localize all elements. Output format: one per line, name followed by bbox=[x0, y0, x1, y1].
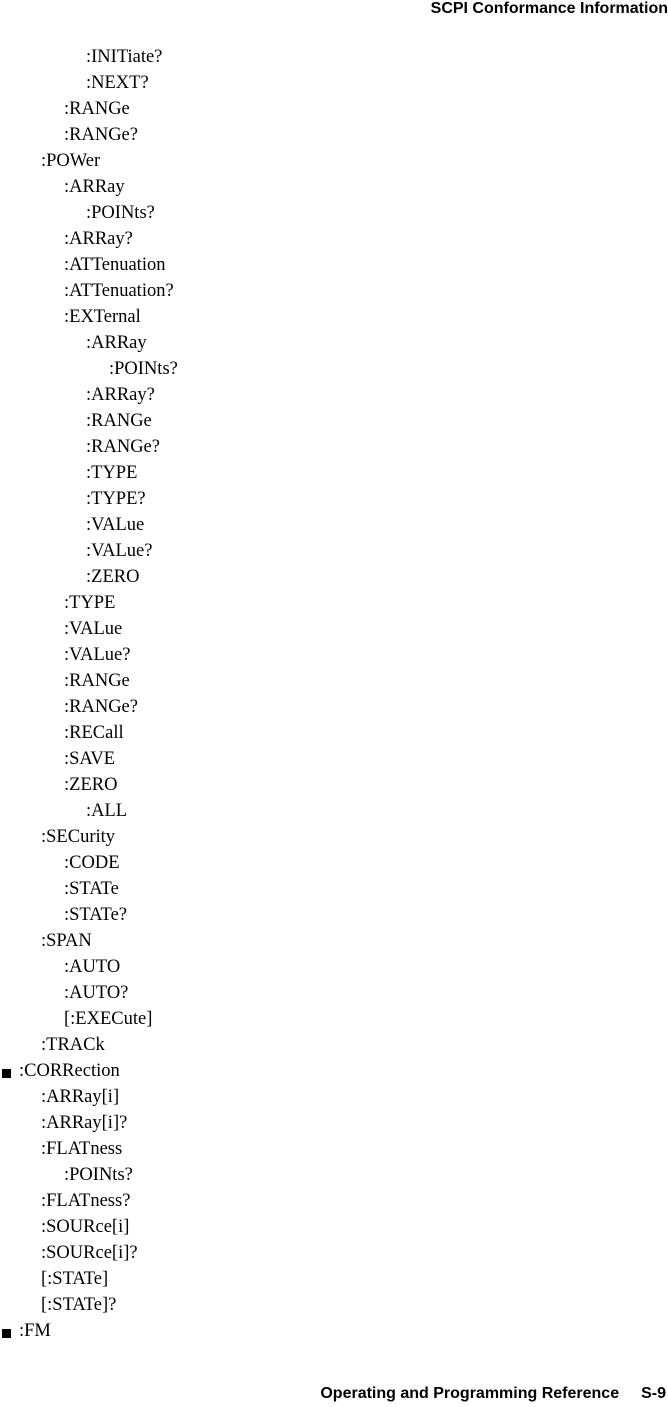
command-tree-line bbox=[0, 902, 600, 928]
command-keyword: :CORRection bbox=[19, 1061, 120, 1081]
command-tree-line bbox=[0, 1136, 600, 1162]
command-keyword: :STATe? bbox=[64, 905, 127, 925]
command-tree-line bbox=[0, 512, 600, 538]
command-tree-line bbox=[0, 1162, 600, 1188]
command-keyword: :AUTO? bbox=[64, 983, 129, 1003]
command-tree-line bbox=[0, 174, 600, 200]
command-keyword: :ARRay[i] bbox=[41, 1087, 120, 1107]
command-tree-line bbox=[0, 746, 600, 772]
command-keyword: :SOURce[i]? bbox=[41, 1243, 138, 1263]
command-keyword: :SECurity bbox=[41, 827, 116, 847]
command-keyword: :POINts? bbox=[109, 359, 178, 379]
square-bullet-icon bbox=[2, 1329, 11, 1338]
command-keyword: :VALue? bbox=[64, 645, 131, 665]
command-keyword: :SOURce[i] bbox=[41, 1217, 130, 1237]
command-tree-line bbox=[0, 928, 600, 954]
command-tree-line bbox=[0, 668, 600, 694]
command-tree-line bbox=[0, 304, 600, 330]
command-tree-line bbox=[0, 720, 600, 746]
command-keyword: :VALue bbox=[64, 619, 123, 639]
command-tree-line bbox=[0, 1266, 600, 1292]
command-tree-line bbox=[0, 1058, 600, 1084]
command-tree-line bbox=[0, 850, 600, 876]
command-tree-line bbox=[0, 96, 600, 122]
footer-page-number: S-9 bbox=[641, 1385, 666, 1402]
command-keyword: :ARRay bbox=[64, 177, 125, 197]
command-tree-line bbox=[0, 44, 600, 70]
command-tree-line bbox=[0, 616, 600, 642]
command-keyword: :CODE bbox=[64, 853, 120, 873]
command-keyword: :SPAN bbox=[41, 931, 92, 951]
command-tree-line bbox=[0, 980, 600, 1006]
command-keyword: :ARRay[i]? bbox=[41, 1113, 128, 1133]
command-keyword: :TYPE bbox=[86, 463, 138, 483]
command-keyword: :INITiate? bbox=[86, 47, 163, 67]
command-tree-line bbox=[0, 382, 600, 408]
command-tree-line bbox=[0, 772, 600, 798]
command-keyword: :RANGe bbox=[86, 411, 152, 431]
command-keyword: :ARRay? bbox=[64, 229, 133, 249]
command-tree-line bbox=[0, 1110, 600, 1136]
page-header-title: SCPI Conformance Information bbox=[430, 0, 668, 17]
command-keyword: :POINts? bbox=[86, 203, 155, 223]
command-tree-line bbox=[0, 330, 600, 356]
command-tree-line bbox=[0, 954, 600, 980]
command-keyword: :ZERO bbox=[64, 775, 118, 795]
command-tree-line bbox=[0, 356, 600, 382]
command-keyword: :NEXT? bbox=[86, 73, 149, 93]
command-tree-line bbox=[0, 1006, 600, 1032]
command-keyword: :RANGe bbox=[64, 671, 130, 691]
command-keyword: :EXTernal bbox=[64, 307, 141, 327]
command-tree-line bbox=[0, 226, 600, 252]
command-keyword: :RECall bbox=[64, 723, 124, 743]
command-tree-line bbox=[0, 252, 600, 278]
command-tree-line bbox=[0, 486, 600, 512]
command-keyword: :ATTenuation? bbox=[64, 281, 174, 301]
command-keyword: :RANGe? bbox=[86, 437, 160, 457]
command-keyword: :ATTenuation bbox=[64, 255, 166, 275]
command-tree-line bbox=[0, 1084, 600, 1110]
command-keyword: :FLATness bbox=[41, 1139, 123, 1159]
command-keyword: :ARRay bbox=[86, 333, 147, 353]
command-tree-line bbox=[0, 824, 600, 850]
scpi-command-tree bbox=[0, 44, 600, 1344]
command-keyword: :ALL bbox=[86, 801, 128, 821]
command-tree-line bbox=[0, 1240, 600, 1266]
command-tree-line bbox=[0, 408, 600, 434]
page-footer bbox=[320, 1384, 666, 1404]
command-keyword: :ARRay? bbox=[86, 385, 155, 405]
command-tree-line bbox=[0, 876, 600, 902]
command-keyword: :TRACk bbox=[41, 1035, 105, 1055]
command-keyword: :POWer bbox=[41, 151, 101, 171]
command-keyword: [:STATe] bbox=[41, 1269, 109, 1289]
command-tree-line bbox=[0, 70, 600, 96]
command-tree-line bbox=[0, 148, 600, 174]
command-tree-line bbox=[0, 122, 600, 148]
command-tree-line bbox=[0, 278, 600, 304]
command-keyword: :FM bbox=[19, 1321, 51, 1341]
command-tree-line bbox=[0, 1188, 600, 1214]
command-keyword: :SAVE bbox=[64, 749, 116, 769]
command-tree-line bbox=[0, 1318, 600, 1344]
command-keyword: :STATe bbox=[64, 879, 119, 899]
command-tree-line bbox=[0, 798, 600, 824]
page-header bbox=[431, 0, 668, 20]
command-keyword: :RANGe? bbox=[64, 697, 138, 717]
command-keyword: :TYPE? bbox=[86, 489, 146, 509]
command-tree-line bbox=[0, 434, 600, 460]
command-tree-line bbox=[0, 694, 600, 720]
command-keyword: :FLATness? bbox=[41, 1191, 131, 1211]
command-keyword: :RANGe? bbox=[64, 125, 138, 145]
command-keyword: :ZERO bbox=[86, 567, 140, 587]
command-keyword: [:EXECute] bbox=[64, 1009, 153, 1029]
command-keyword: :VALue bbox=[86, 515, 145, 535]
command-keyword: :VALue? bbox=[86, 541, 153, 561]
command-keyword: [:STATe]? bbox=[41, 1295, 117, 1315]
command-tree-line bbox=[0, 642, 600, 668]
square-bullet-icon bbox=[2, 1069, 11, 1078]
command-keyword: :POINts? bbox=[64, 1165, 133, 1185]
command-keyword: :TYPE bbox=[64, 593, 116, 613]
footer-section-title: Operating and Programming Reference bbox=[320, 1385, 620, 1402]
command-tree-line bbox=[0, 200, 600, 226]
command-keyword: :AUTO bbox=[64, 957, 121, 977]
command-tree-line bbox=[0, 564, 600, 590]
command-tree-line bbox=[0, 538, 600, 564]
command-tree-line bbox=[0, 590, 600, 616]
command-tree-line bbox=[0, 1292, 600, 1318]
command-tree-line bbox=[0, 1032, 600, 1058]
command-tree-line bbox=[0, 460, 600, 486]
command-keyword: :RANGe bbox=[64, 99, 130, 119]
command-tree-line bbox=[0, 1214, 600, 1240]
